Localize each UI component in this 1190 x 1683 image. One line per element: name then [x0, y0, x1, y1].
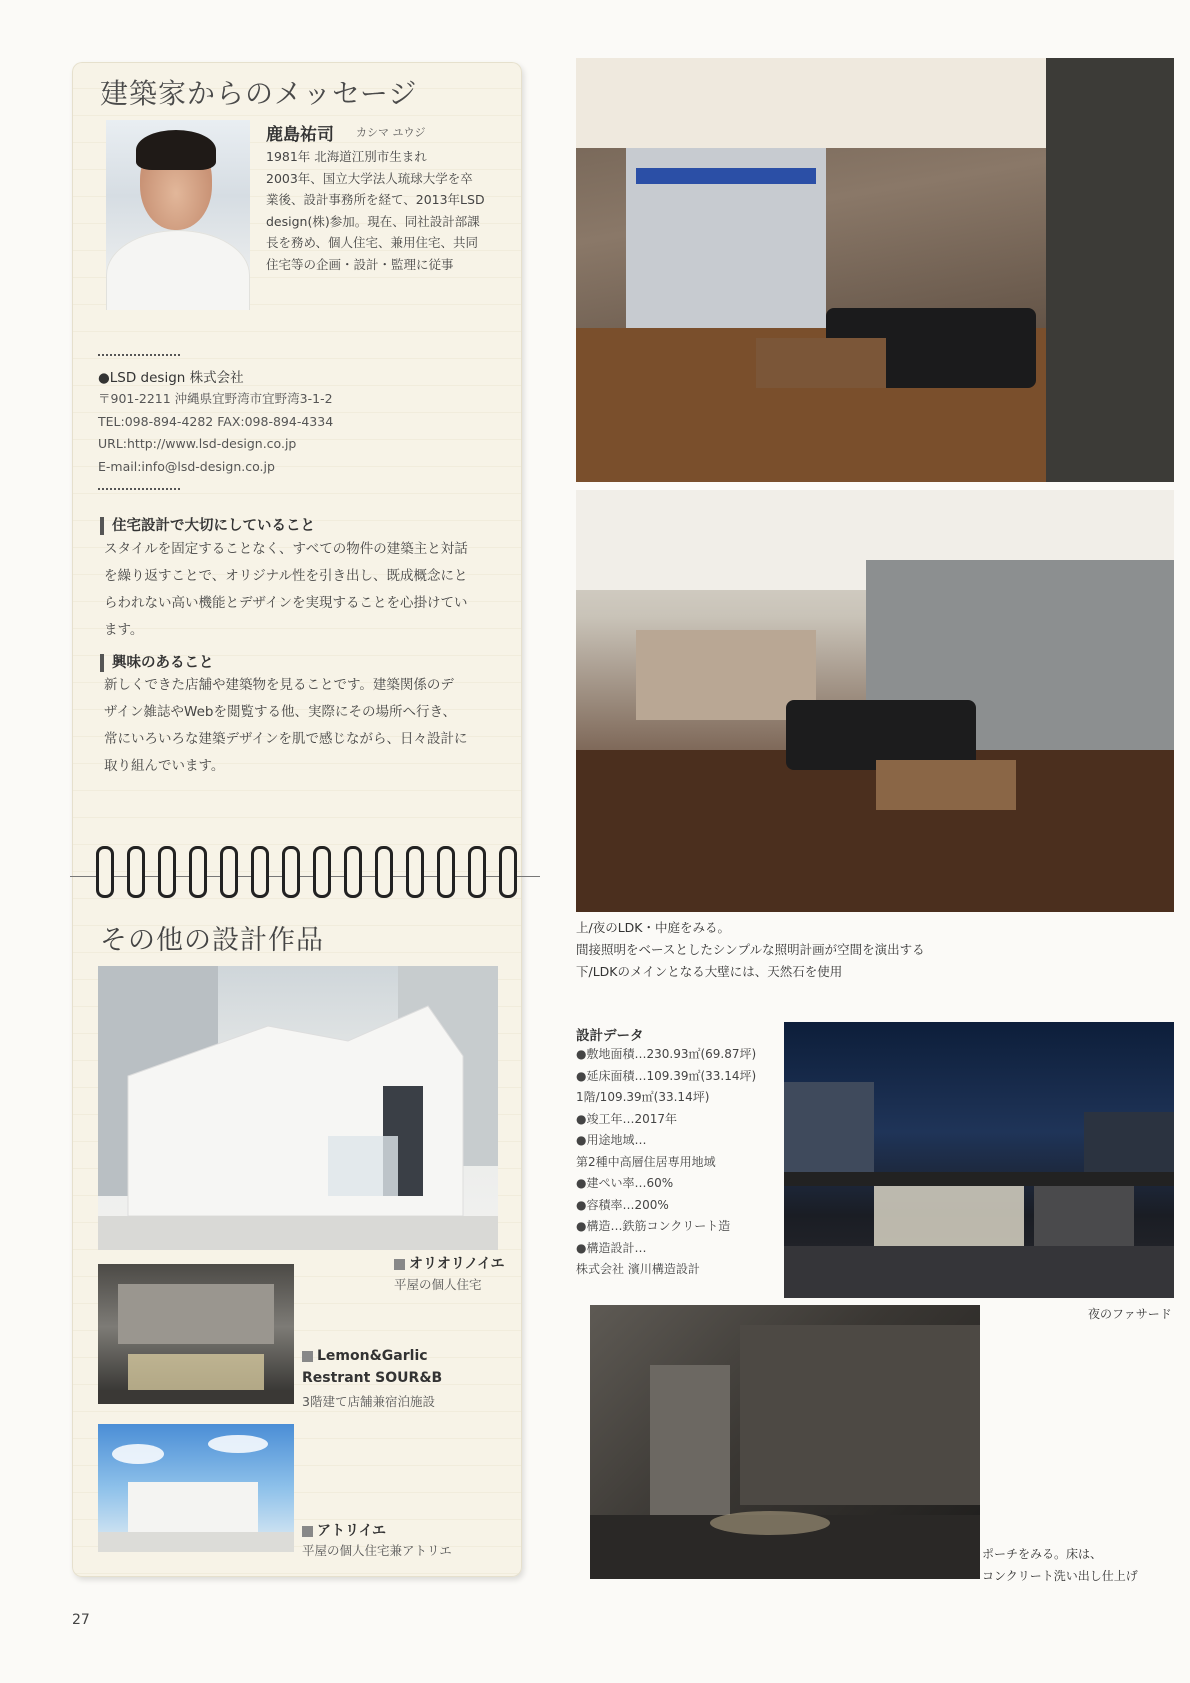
data-item: ●竣工年…2017年 [576, 1111, 678, 1126]
data-item: ●用途地域… [576, 1133, 647, 1147]
data-item: 1階/109.39㎡(33.14坪) [576, 1090, 710, 1104]
ring [313, 846, 331, 898]
work-sub-orioli: 平屋の個人住宅 [394, 1277, 482, 1292]
photo-ldk-courtyard [576, 58, 1174, 482]
work-photo-lemongarlic [98, 1264, 294, 1404]
contact-address: 〒901-2211 沖縄県宜野湾市宜野湾3-1-2 [98, 391, 333, 406]
body-line: 取り組んでいます。 [104, 758, 225, 774]
work-photo-atoriie [98, 1424, 294, 1552]
work-title-orioli [394, 1253, 504, 1273]
porch-drawing [590, 1305, 980, 1579]
work-sub-atoriie: 平屋の個人住宅兼アトリエ [302, 1543, 452, 1558]
square-bullet-icon [302, 1526, 313, 1537]
notebook-rings [92, 846, 512, 902]
section-heading-interest: 興味のあること [100, 654, 214, 672]
ldk-courtyard-drawing [576, 58, 1174, 482]
data-item: 第2種中高層住居専用地域 [576, 1154, 716, 1169]
work-sub-lemongarlic: 3階建て店舗兼宿泊施設 [302, 1394, 435, 1409]
work-title-lemongarlic-2: Restrant SOUR&B [302, 1370, 443, 1386]
square-bullet-icon [394, 1259, 405, 1270]
contact-url[interactable]: URL:http://www.lsd-design.co.jp [98, 436, 297, 451]
work-photo-orioli [98, 966, 498, 1250]
dotted-divider [98, 354, 180, 356]
photo-porch [590, 1305, 980, 1579]
company-contact [98, 388, 333, 478]
work-title-atoriie [302, 1520, 386, 1540]
ring [158, 846, 176, 898]
body-line: 新しくできた店舗や建築物を見ることです。建築関係のデ [104, 677, 454, 693]
contact-email[interactable]: E-mail:info@lsd-design.co.jp [98, 458, 275, 474]
portrait-shirt [106, 230, 250, 310]
data-item: ●延床面積…109.39㎡(33.14坪) [576, 1068, 757, 1083]
night-caption: 夜のファサード [1088, 1307, 1172, 1321]
section-body-design [104, 536, 506, 644]
design-data-list [576, 1044, 756, 1281]
dotted-divider [98, 488, 180, 490]
data-item: 株式会社 濱川構造設計 [576, 1262, 700, 1276]
design-data-heading: 設計データ [576, 1028, 644, 1044]
section-heading-design: 住宅設計で大切にしていること [100, 517, 315, 535]
night-facade-drawing [784, 1022, 1174, 1298]
white-house-drawing [98, 966, 498, 1250]
body-line: ザイン雑誌やWebを閲覧する他、実際にその場所へ行き、 [104, 704, 456, 720]
body-line: を繰り返すことで、オリジナル性を引き出し、既成概念にと [104, 568, 468, 584]
photo-ldk-stone-wall [576, 490, 1174, 912]
other-works-title: その他の設計作品 [100, 925, 324, 956]
photo-caption [576, 917, 925, 983]
bio-line: 長を務め、個人住宅、兼用住宅、共同 [266, 235, 479, 250]
architect-bio [266, 146, 506, 275]
company-name: ●LSD design 株式会社 [98, 370, 244, 386]
caption-line: 上/夜のLDK・中庭をみる。 [576, 920, 730, 935]
caption-line: コンクリート洗い出し仕上げ [982, 1569, 1138, 1583]
photo-night-facade [784, 1022, 1174, 1298]
page-number: 27 [72, 1612, 90, 1628]
ring [499, 846, 517, 898]
data-item: ●構造…鉄筋コンクリート造 [576, 1219, 731, 1233]
contact-phone: TEL:098-894-4282 FAX:098-894-4334 [98, 413, 334, 429]
message-title: 建築家からのメッセージ [100, 77, 418, 110]
architect-name: 鹿島祐司 [266, 125, 334, 145]
ring [344, 846, 362, 898]
work-title-text: Lemon&Garlic [317, 1348, 428, 1364]
ring [96, 846, 114, 898]
bio-line: 住宅等の企画・設計・監理に従事 [266, 256, 454, 272]
ring [437, 846, 455, 898]
ring [468, 846, 486, 898]
bio-line: design(株)参加。現在、同社設計部課 [266, 213, 480, 229]
data-item: ●構造設計… [576, 1240, 647, 1255]
body-line: 常にいろいろな建築デザインを肌で感じながら、日々設計に [104, 731, 468, 747]
caption-line: ポーチをみる。床は、 [982, 1547, 1103, 1561]
ring [189, 846, 207, 898]
ring [127, 846, 145, 898]
data-item: ●敷地面積…230.93㎡(69.87坪) [576, 1047, 757, 1061]
ring [251, 846, 269, 898]
storefront-drawing [98, 1264, 294, 1404]
work-title-text: アトリイエ [317, 1523, 387, 1539]
ring [375, 846, 393, 898]
porch-caption [982, 1543, 1138, 1587]
data-item: ●建ぺい率…60% [576, 1176, 674, 1190]
bio-line: 1981年 北海道江別市生まれ [266, 149, 427, 164]
section-body-interest [104, 672, 506, 780]
ring [282, 846, 300, 898]
architect-portrait [106, 120, 250, 310]
square-bullet-icon [302, 1351, 313, 1362]
work-title-lemongarlic [302, 1348, 428, 1364]
body-line: スタイルを固定することなく、すべての物件の建築主と対話 [104, 541, 468, 557]
architect-kana: カシマ ユウジ [356, 126, 426, 139]
ring [220, 846, 238, 898]
data-item: ●容積率…200% [576, 1197, 669, 1212]
body-line: らわれない高い機能とデザインを実現することを心掛けてい [104, 595, 468, 611]
work-title-text: オリオリノイエ [409, 1256, 505, 1272]
ring [406, 846, 424, 898]
bio-line: 業後、設計事務所を経て、2013年LSD [266, 192, 485, 207]
caption-line: 下/LDKのメインとなる大壁には、天然石を使用 [576, 964, 843, 979]
caption-line: 間接照明をベースとしたシンプルな照明計画が空間を演出する [576, 942, 925, 957]
bio-line: 2003年、国立大学法人琉球大学を卒 [266, 170, 473, 186]
body-line: ます。 [104, 622, 144, 638]
ldk-stone-wall-drawing [576, 490, 1174, 912]
portrait-hair [136, 130, 216, 170]
atelier-drawing [98, 1424, 294, 1552]
